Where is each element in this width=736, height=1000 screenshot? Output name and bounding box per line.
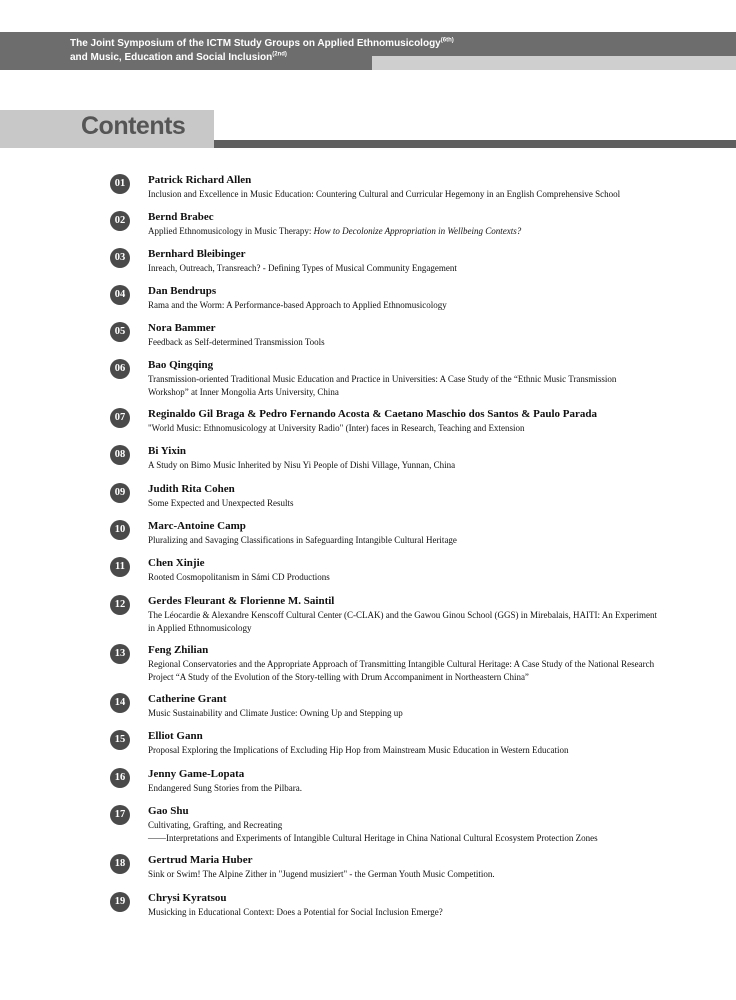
entry-author: Chrysi Kyratsou xyxy=(148,892,227,904)
header-title xyxy=(70,37,490,65)
entry-title xyxy=(148,868,658,881)
entry-title-text: Proposal Exploring the Implications of Excluding Hip Hop from Mainstream Music Education in Western Education xyxy=(148,745,569,755)
entry-title-text: Pluralizing and Savaging Classifications in Safeguarding Intangible Cultural Heritage xyxy=(148,535,457,545)
entry-title xyxy=(148,906,658,919)
entry-title-text: The Léocardie & Alexandre Kenscoff Cultural Center (C-CLAK) and the Gawou Ginou School (GGS) in Mirebalais, HAITI: An Experiment in Applied Ethnomusicology xyxy=(148,610,657,633)
entry-number-badge: 12 xyxy=(110,595,130,615)
contents-rule xyxy=(214,140,736,148)
entry-author: Gao Shu xyxy=(148,805,189,817)
entry-title xyxy=(148,373,658,398)
header-line-2: and Music, Education and Social Inclusion xyxy=(70,52,273,63)
entry-title-text: Rama and the Worm: A Performance-based Approach to Applied Ethnomusicology xyxy=(148,300,447,310)
entry-number-badge: 15 xyxy=(110,730,130,750)
entry-number-badge: 02 xyxy=(110,211,130,231)
entry-author: Elliot Gann xyxy=(148,730,203,742)
entry-title xyxy=(148,707,658,720)
entry-title xyxy=(148,782,658,795)
entry-author: Dan Bendrups xyxy=(148,285,217,297)
entry-title-text: A Study on Bimo Music Inherited by Nisu Yi People of Dishi Village, Yunnan, China xyxy=(148,460,456,470)
entry-author: Chen Xinjie xyxy=(148,557,205,569)
entry-number-badge: 05 xyxy=(110,322,130,342)
entry-title xyxy=(148,336,658,349)
entry-number-badge: 18 xyxy=(110,854,130,874)
entry-title-text: Regional Conservatories and the Appropriate Approach of Transmitting Intangible Cultural Heritage: A Case Study of the National Research Project “A Study of the Evolution of the Story-telling with Drum Accompaniment in Northeastern China” xyxy=(148,659,655,682)
entry-number-badge: 03 xyxy=(110,248,130,268)
entry-author: Gertrud Maria Huber xyxy=(148,854,253,866)
entry-number-badge: 10 xyxy=(110,520,130,540)
header-line-1-sup: (6th) xyxy=(440,37,454,44)
entry-title-text: Inclusion and Excellence in Music Education: Countering Cultural and Curricular Hegemony in an English Comprehensive School xyxy=(148,189,621,199)
entry-author: Bao Qingqing xyxy=(148,359,214,371)
entry-author: Reginaldo Gil Braga & Pedro Fernando Acosta & Caetano Maschio dos Santos & Paulo Parada xyxy=(148,408,597,420)
header-line-2-sup: (2nd) xyxy=(272,51,287,58)
contents-heading: Contents xyxy=(81,112,186,140)
entry-title-text: Feedback as Self-determined Transmission Tools xyxy=(148,337,325,347)
entry-title xyxy=(148,609,658,634)
entry-number-badge: 14 xyxy=(110,693,130,713)
entry-title-text: Rooted Cosmopolitanism in Sámi CD Productions xyxy=(148,572,330,582)
entry-title-text: Sink or Swim! The Alpine Zither in "Jugend musiziert" - the German Youth Music Competition. xyxy=(148,869,495,879)
entry-title-text: Inreach, Outreach, Transreach? - Defining Types of Musical Community Engagement xyxy=(148,263,457,273)
entry-title-text: Some Expected and Unexpected Results xyxy=(148,498,294,508)
entry-title-text: Cultivating, Grafting, and Recreating xyxy=(148,820,283,830)
entry-number-badge: 06 xyxy=(110,359,130,379)
entry-title xyxy=(148,534,658,547)
entry-author: Bernd Brabec xyxy=(148,211,214,223)
entry-title xyxy=(148,744,658,757)
entry-title-line-2: ——Interpretations and Experiments of Intangible Cultural Heritage in China National Cultural Ecosystem Protection Zones xyxy=(148,832,598,843)
entry-author: Feng Zhilian xyxy=(148,644,209,656)
entry-author: Catherine Grant xyxy=(148,693,227,705)
entry-number-badge: 07 xyxy=(110,408,130,428)
entry-title xyxy=(148,819,658,844)
entry-number-badge: 01 xyxy=(110,174,130,194)
entry-title-italic: How to Decolonize Appropriation in Wellbeing Contexts? xyxy=(313,226,522,236)
entry-author: Patrick Richard Allen xyxy=(148,174,252,186)
entry-title xyxy=(148,422,658,435)
entry-number-badge: 19 xyxy=(110,892,130,912)
entry-number-badge: 11 xyxy=(110,557,130,577)
entry-author: Bernhard Bleibinger xyxy=(148,248,246,260)
entry-title xyxy=(148,497,658,510)
entry-number-badge: 17 xyxy=(110,805,130,825)
entry-number-badge: 16 xyxy=(110,768,130,788)
entry-number-badge: 13 xyxy=(110,644,130,664)
entry-author: Gerdes Fleurant & Florienne M. Saintil xyxy=(148,595,335,607)
entry-number-badge: 09 xyxy=(110,483,130,503)
entry-title-text: Endangered Sung Stories from the Pilbara. xyxy=(148,783,302,793)
entry-title xyxy=(148,658,658,683)
entry-title xyxy=(148,571,658,584)
entry-title xyxy=(148,188,658,201)
entry-number-badge: 08 xyxy=(110,445,130,465)
entry-title xyxy=(148,262,658,275)
entry-author: Jenny Game-Lopata xyxy=(148,768,245,780)
entry-title-text: Musicking in Educational Context: Does a Potential for Social Inclusion Emerge? xyxy=(148,907,443,917)
header-line-1: The Joint Symposium of the ICTM Study Groups on Applied Ethnomusicology xyxy=(70,38,441,49)
entry-title xyxy=(148,225,658,238)
entry-title-text: Music Sustainability and Climate Justice: Owning Up and Stepping up xyxy=(148,708,403,718)
entry-number-badge: 04 xyxy=(110,285,130,305)
entry-title-text: "World Music: Ethnomusicology at University Radio" (Inter) faces in Research, Teaching and Extension xyxy=(148,423,525,433)
entry-author: Nora Bammer xyxy=(148,322,216,334)
entry-author: Bi Yixin xyxy=(148,445,187,457)
entry-author: Judith Rita Cohen xyxy=(148,483,235,495)
entry-title-text: Applied Ethnomusicology in Music Therapy: xyxy=(148,226,314,236)
entry-author: Marc-Antoine Camp xyxy=(148,520,246,532)
entry-title xyxy=(148,459,658,472)
entry-title xyxy=(148,299,658,312)
entry-title-text: Transmission-oriented Traditional Music Education and Practice in Universities: A Case Study of the “Ethnic Music Transmission Workshop” at Inner Mongolia Arts University, China xyxy=(148,374,617,397)
